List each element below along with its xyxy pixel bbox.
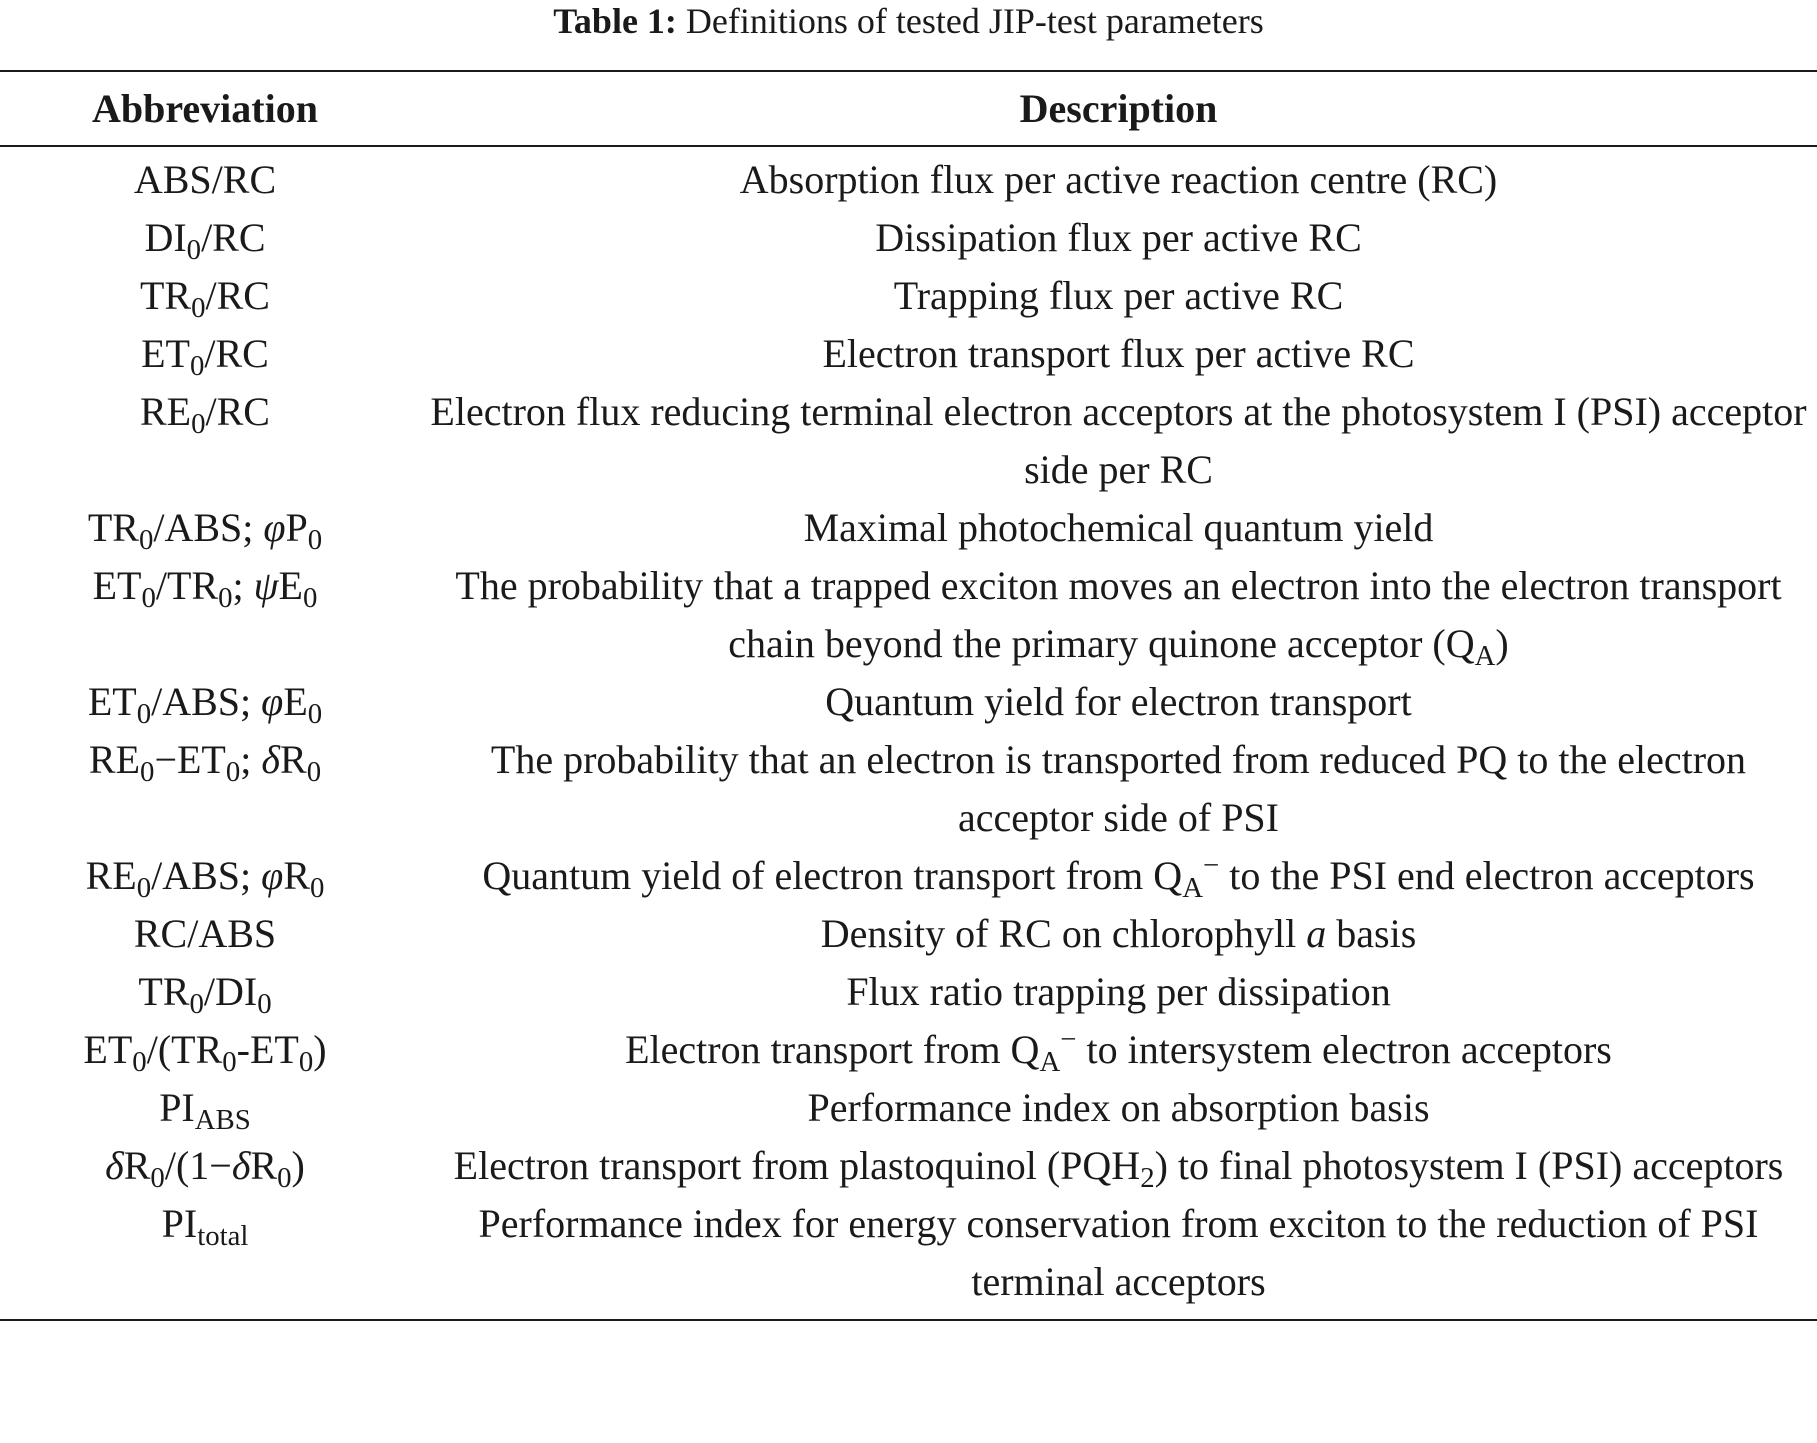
description-cell: Performance index for energy conservation from exciton to the reduction of PSI terminal acceptors xyxy=(478,1201,1759,1304)
description-cell: The probability that a trapped exciton moves an electron into the electron transport chain beyond the primary quinone acceptor $(Q_A)$ xyxy=(455,563,1782,673)
description-cell: The probability that an electron is transported from reduced PQ to the electron acceptor side of PSI xyxy=(490,737,1747,840)
table-row xyxy=(0,731,1817,847)
abbreviation-cell: $ET_0/TR_0$; $\psi E_0$ xyxy=(92,563,318,615)
table-row xyxy=(0,1079,1817,1137)
header-abbreviation: Abbreviation xyxy=(92,86,318,131)
table-row xyxy=(0,905,1817,963)
bottom-rule xyxy=(0,1319,1817,1321)
table-row xyxy=(0,383,1817,499)
description-cell: Density of RC on chlorophyll a basis xyxy=(820,911,1417,956)
description-cell: Electron transport flux per active RC xyxy=(822,331,1415,376)
abbreviation-cell: $ET_0$/ABS; $\varphi E_0$ xyxy=(87,679,323,731)
description-cell: Quantum yield for electron transport xyxy=(825,679,1412,724)
description-cell: Dissipation flux per active RC xyxy=(875,215,1362,260)
abbreviation-cell: $\delta R_0/(1-\delta R_0)$ xyxy=(105,1143,305,1195)
abbreviation-cell: $TR_0$/ABS; $\varphi P_0$ xyxy=(87,505,323,557)
description-cell: Electron transport from $Q_A^-$ to intersystem electron acceptors xyxy=(625,1023,1612,1079)
abbreviation-cell: $RE_0/RC$ xyxy=(139,389,270,441)
table-row xyxy=(0,557,1817,673)
caption-text: Definitions of tested JIP-test parameters xyxy=(685,1,1264,41)
description-cell: Flux ratio trapping per dissipation xyxy=(846,969,1391,1014)
table-row xyxy=(0,847,1817,905)
abbreviation-cell: $TR_0/RC$ xyxy=(139,273,270,325)
table-row xyxy=(0,325,1817,383)
abbreviation-cell: $DI_0/RC$ xyxy=(144,215,266,267)
caption-label: Table 1: xyxy=(553,1,677,41)
header-description: Description xyxy=(1019,86,1218,131)
table-row xyxy=(0,1021,1817,1079)
abbreviation-cell: $RE_0$/ABS; $\varphi R_0$ xyxy=(85,853,325,905)
abbreviation-cell: $ET_0/RC$ xyxy=(141,331,269,383)
table-row xyxy=(0,963,1817,1021)
description-cell: Performance index on absorption basis xyxy=(807,1085,1430,1130)
description-cell: Quantum yield of electron transport from $Q_A^-$ to the PSI end electron acceptors xyxy=(482,849,1755,905)
abbreviation-cell: RC/ABS xyxy=(133,911,277,956)
abbreviation-cell: $PI_{ABS}$ xyxy=(159,1085,251,1137)
table-row xyxy=(0,1137,1817,1195)
description-cell: Absorption flux per active reaction centre (RC) xyxy=(739,157,1498,202)
abbreviation-cell: $RE_0-ET_0$; $\delta R_0$ xyxy=(88,737,322,789)
table-row xyxy=(0,673,1817,731)
description-cell: Electron transport from plastoquinol $(PQH_2)$ to final photosystem I (PSI) acceptors xyxy=(453,1143,1784,1195)
description-cell: Maximal photochemical quantum yield xyxy=(803,505,1434,550)
table-row xyxy=(0,151,1817,209)
abbreviation-cell: $TR_0/DI_0$ xyxy=(138,969,272,1021)
abbreviation-cell: $ET_0/(TR_0-ET_0)$ xyxy=(83,1027,327,1079)
description-cell: Electron flux reducing terminal electron acceptors at the photosystem I (PSI) acceptor side per RC xyxy=(430,389,1807,492)
parameters-table xyxy=(0,70,1817,1321)
table-row xyxy=(0,499,1817,557)
table-row xyxy=(0,1195,1817,1311)
abbreviation-cell: ABS/RC xyxy=(133,157,277,202)
table-header-row xyxy=(0,72,1817,145)
table-caption xyxy=(0,0,1817,44)
table-row xyxy=(0,209,1817,267)
abbreviation-cell: $PI_{total}$ xyxy=(161,1201,249,1253)
table-row xyxy=(0,267,1817,325)
description-cell: Trapping flux per active RC xyxy=(893,273,1344,318)
table-body xyxy=(0,147,1817,1319)
